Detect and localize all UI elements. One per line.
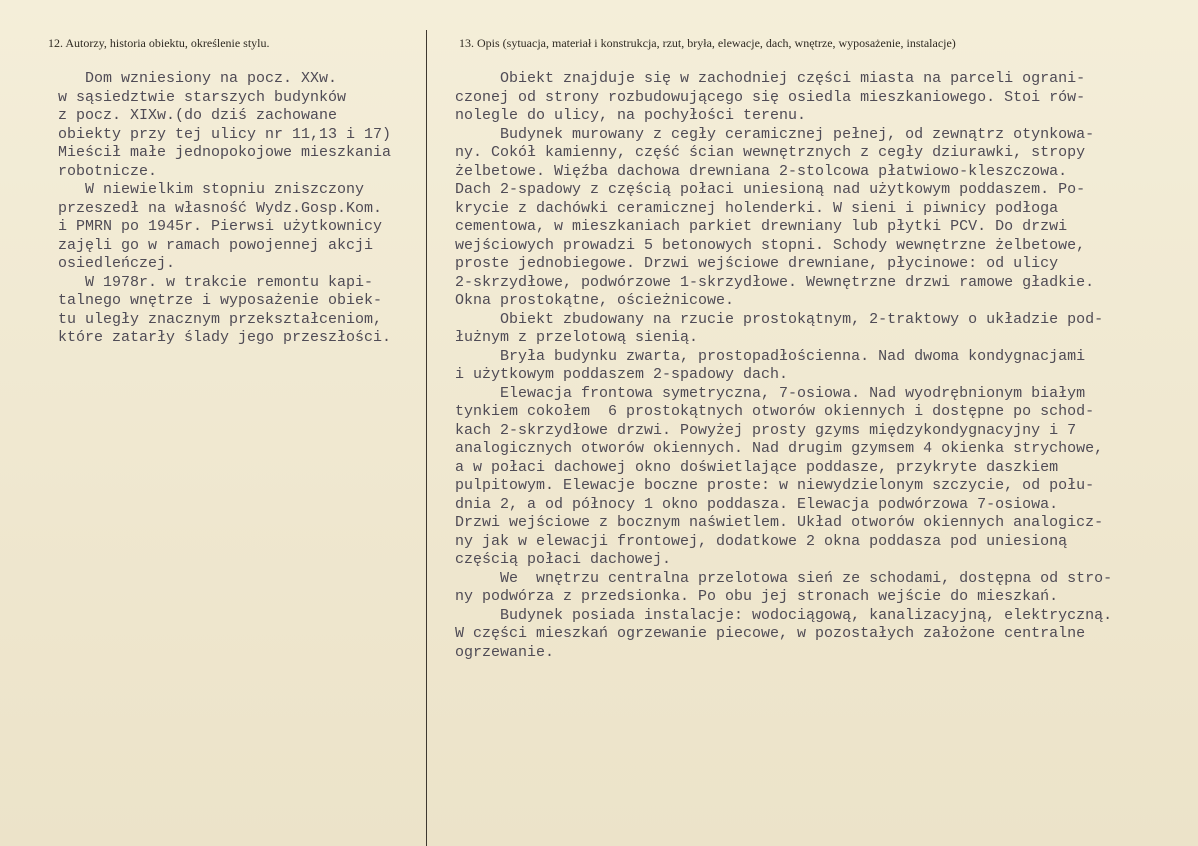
typed-line: Dom wzniesiony na pocz. XXw.	[58, 70, 338, 87]
section-12-typed-text	[58, 70, 391, 348]
typed-line: Bryła budynku zwarta, prostopadłościenna. Nad dwoma kondygnacjami	[455, 347, 1086, 365]
typed-line: tu uległy znacznym przekształceniom,	[58, 310, 383, 328]
column-divider	[426, 30, 427, 846]
typed-line: talnego wnętrze i wyposażenie obiek-	[58, 292, 383, 309]
typed-line: z pocz. XIXw.(do dziś zachowane	[58, 107, 338, 124]
typed-line: Elewacja frontowa symetryczna, 7-osiowa. Nad wyodrębnionym białym	[455, 384, 1086, 402]
typed-line: robotnicze.	[58, 162, 158, 180]
typed-line: pulpitowym. Elewacje boczne proste: w niewydzielonym szczycie, od połu-	[455, 477, 1095, 494]
typed-line: i użytkowym poddaszem 2-spadowy dach.	[455, 366, 789, 383]
typed-line: w sąsiedztwie starszych budynków	[58, 88, 347, 106]
typed-line: kach 2-skrzydłowe drzwi. Powyżej prosty gzyms międzykondygnacyjny i 7	[455, 421, 1077, 439]
typed-line: łużnym z przelotową sienią.	[455, 329, 699, 346]
typed-line: zajęli go w ramach powojennej akcji	[58, 236, 374, 254]
typed-line: W niewielkim stopniu zniszczony	[58, 181, 365, 198]
section-12-heading: 12. Autorzy, historia obiektu, określenie stylu.	[48, 36, 270, 50]
typed-line: obiekty przy tej ulicy nr 11,13 i 17)	[58, 125, 392, 143]
typed-line: ny podwórza z przedsionka. Po obu jej stronach wejście do mieszkań.	[455, 588, 1059, 605]
typed-line: które zatarły ślady jego przeszłości.	[58, 329, 392, 346]
typed-line: nolegle do ulicy, na pochyłości terenu.	[455, 107, 807, 124]
typed-line: Budynek murowany z cegły ceramicznej pełnej, od zewnątrz otynkowa-	[455, 125, 1095, 143]
section-13-heading: 13. Opis (sytuacja, materiał i konstrukcja, rzut, bryła, elewacje, dach, wnętrze, wyposażenie, instalacje)	[459, 36, 956, 50]
typed-line: W części mieszkań ogrzewanie piecowe, w pozostałych założone centralne	[455, 625, 1086, 642]
typed-line: Obiekt zbudowany na rzucie prostokątnym, 2-traktowy o układzie pod-	[455, 310, 1104, 328]
typed-line: przeszedł na własność Wydz.Gosp.Kom.	[58, 199, 383, 217]
typed-line: osiedleńczej.	[58, 255, 176, 272]
typed-line: Budynek posiada instalacje: wodociągową, kanalizacyjną, elektryczną.	[455, 606, 1113, 624]
typed-line: i PMRN po 1945r. Pierwsi użytkownicy	[58, 218, 383, 235]
typed-line: Drzwi wejściowe z bocznym naświetlem. Układ otworów okiennych analogicz-	[455, 514, 1104, 531]
typed-line: W 1978r. w trakcie remontu kapi-	[58, 273, 374, 291]
typed-line: ogrzewanie.	[455, 643, 555, 661]
typed-line: dnia 2, a od północy 1 okno poddasza. Elewacja podwórzowa 7-osiowa.	[455, 495, 1059, 513]
typed-line: wejściowych prowadzi 5 betonowych stopni. Schody wewnętrzne żelbetowe,	[455, 236, 1086, 254]
typed-line: czonej od strony rozbudowującego się osiedla mieszkaniowego. Stoi rów-	[455, 88, 1086, 106]
typed-line: krycie z dachówki ceramicznej holenderki. W sieni i piwnicy podłoga	[455, 199, 1059, 217]
typed-line: Mieścił małe jednopokojowe mieszkania	[58, 144, 392, 161]
typed-line: Obiekt znajduje się w zachodniej części miasta na parceli ograni-	[455, 70, 1086, 87]
typed-line: proste jednobiegowe. Drzwi wejściowe drewniane, płycinowe: od ulicy	[455, 255, 1059, 272]
typed-line: We wnętrzu centralna przelotowa sień ze schodami, dostępna od stro-	[455, 569, 1113, 587]
typed-line: analogicznych otworów okiennych. Nad drugim gzymsem 4 okienka strychowe,	[455, 440, 1104, 457]
typed-line: 2-skrzydłowe, podwórzowe 1-skrzydłowe. Wewnętrzne drzwi ramowe gładkie.	[455, 273, 1095, 291]
typed-line: cementowa, w mieszkaniach parkiet drewniany lub płytki PCV. Do drzwi	[455, 218, 1068, 235]
typed-line: ny jak w elewacji frontowej, dodatkowe 2 okna poddasza pod uniesioną	[455, 532, 1068, 550]
typed-line: żelbetowe. Więźba dachowa drewniana 2-stolcowa płatwiowo-kleszczowa.	[455, 162, 1068, 180]
typed-line: Okna prostokątne, ościeżnicowe.	[455, 292, 735, 309]
typed-line: a w połaci dachowej okno doświetlające poddasze, przykryte daszkiem	[455, 458, 1059, 476]
typed-line: częścią połaci dachowej.	[455, 551, 672, 568]
typed-line: ny. Cokół kamienny, część ścian wewnętrznych z cegły dziurawki, stropy	[455, 144, 1086, 161]
typed-line: Dach 2-spadowy z częścią połaci uniesioną nad użytkowym poddaszem. Po-	[455, 181, 1086, 198]
typed-line: tynkiem cokołem 6 prostokątnych otworów okiennych i dostępne po schod-	[455, 403, 1095, 420]
section-13-typed-text	[455, 70, 1112, 662]
